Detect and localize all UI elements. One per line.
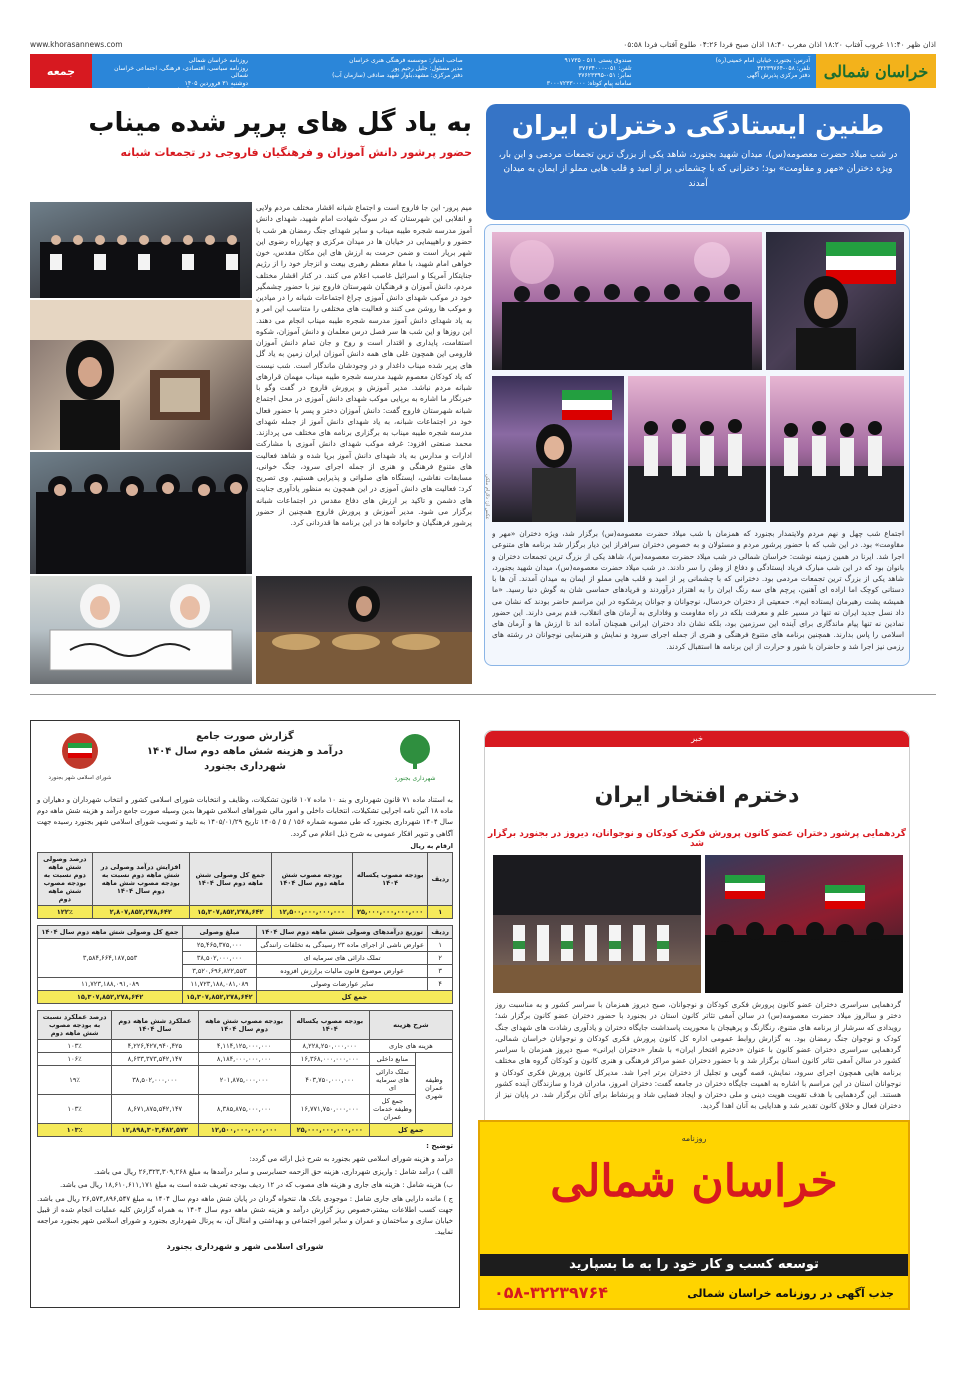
story1-photo-child: [492, 376, 624, 522]
note-2: ب) هزینه شامل : هزینه های جاری و هزینه های مصوب که در ۱۲ ردیف بودجه تعریف شده است به مبلغ ۱۸,۶۱۰,۶۱۱,۱۷۱ ریال می باشد.: [59, 1181, 453, 1190]
t3-h0: شرح هزینه: [369, 1010, 452, 1039]
t3-r4-c1: ۲۵,۰۰۰,۰۰۰,۰۰۰,۰۰۰: [290, 1123, 369, 1136]
story1-photo-girl-flag: [766, 232, 904, 370]
section-divider: [30, 694, 936, 695]
t1-c1: ۲۵,۰۰۰,۰۰۰,۰۰۰,۰۰۰: [352, 905, 428, 918]
t1-c0: ۱: [428, 905, 453, 918]
crowd-photo-icon: [492, 232, 762, 370]
t3-r1-c3: ۸,۶۳۳,۳۷۳,۵۴۲,۱۴۷: [112, 1052, 198, 1065]
story3-subtitle: گردهمایی پرشور دختران عضو کانون پرورش فکری کودکان و نوجوانان، دیروز در بجنورد برگزار شد: [488, 829, 906, 849]
story2-body: میم پرور- این جا فاروج است و اجتماع شبانه اقشار مختلف مردم ولایی و انقلابی این شهرستان که در سوگ شهادت امام شهید، شهدای دانش آموز مدرسه شجره طیبه میناب و سایر شهدای جنگ رمضان هر شب با حضور و راهپیمایی در خیابان ها در میدان مرکزی و چهارراه رضوی این شهر برپار است و ضمن حرمت به ارزش های این مکان مقدس، خون خواهی امام شهید، با مقام معظم رهبری بیعت و انزجار خود را از رژیم جنایتکار آمریکا و اسرائیل غاصب اعلام می کنند. در کنار اقشار مختلف مردم، دانش آموزان و فرهنگیان شهرستان فاروج نیز با حضور چشمگیر خود در موکب شهدای دانش آموزی چراغ اجتماعات شبانه را در میادین و موکب ها روشن می کنند و فعالیت های مختلفی را متناسب این امر و به یاد شهدای دانش آموز مدرسه شجره طیبه میناب انجام می دهند. این روزها و این شب ها سر فصل درس معلمان و دانش آموزان، شکوه استقامت، پایداری و اقتدار است و روح و جان تمام دانش آموزان فارومی این همچون غلی های همه دانش آموزان ایران زمین به یاد گل های پرپر شده میناب داغدار و در وجودشان ماندگار است. شب نیست که یاد کودکان معصوم شهید مدرسه شجره طیبه میناب مهمان قرارهای شبانه مردم نباشد. مدیر آموزش و پرورش فاروج در گفت وگو با خبرنگار ما اشاره به برپایی موکب شهدای دانش آموزی در محل اجتماع شبانه شهرستان فاروج گفت: دانش آموزان دختر و پسر با حضور فعال خود در اجتماعات شبانه، به یاد شهدای دانش آموز از جمله شهدای مدرسه شجره طیبه میناب به برگزاری برنامه های مختلف می پردازند. محمد صنعتی افزود: غرفه موکب شهدای دانش آموزی با مشارکت ادارات و مدارس به یاد شهدای دانش آموز برپا شده و شاهد فعالیت های متنوع فرهنگی و هنری از جمله اجرای سرود، جنگ خوانی، مسابقات نقاشی، ایستگاه های صلواتی و پذیرایی هستیم. وی تصریح کرد: فعالیت های دانش آموزی در این همچون به منظور یادآوری جنایت های دشمن و تاکید بر ارزش های دفاع مقدس در اجتماعات شبانه برگزار می شود. مدیر آموزش و پرورش فاروج همچنین از حضور پرشور فرهنگیان و خانواده ها در این برنامه ها قدردانی کرد.: [256, 203, 472, 527]
story1-photo-credit: عکس از: دلارام ملکی: [484, 474, 490, 520]
story1-body: اجتماع شب چهل و نهم مردم ولایتمدار بجنورد که همزمان با شب میلاد حضرت معصومه(س) برگزار شد، ویژه دختران «مهر و مقاومت» بود. در این شب که با حضور پرشور مردم و مسئولان و به خصوص دختران سرافراز این دیار برگزار شد برنامه های متنوعی اجرا شد. ایرنا در همین زمینه نوشت: خراسان شمالی در شب میلاد حضرت معصومه(س)، شاهد یکی از بزرگ ترین تجمعات دختران و بانوان بود که در این شب مبارک فریاد ایستادگی و دفاع از وطن را سر دادند. در شب میلاد حضرت معصومه(س)، میدان شهید بجنورد، شاهد یکی از بزرگ ترین تجمعات مردمی بود. دخترانی که با چشمانی پر از امید و قلب هایی مملو از ایمان به میدان آمدند. آن ها با دستانی کوچک اما اراده ای آهنین، پرچم های سه رنگ ایران را به اهتزاز درآوردند و فریادهای حماسی شان به گوش دنیا رسید. «ما همیشه پشت رهبرمان ایستاده ایم». حمعیتی از دختران خردسال، نوجوانان و جوانان پرشکوه در این مراسم حاضر بودند که نشان می داد نسل جدید ایران نه تنها در مسیر علم و معرفت بلکه در راه مقاومت و وفاداری به آرمان های انقلاب، قدم برمی دارند. این حضور نمادین نه تنها پیام ماندگاری برای آینده این سرزمین بود، بلکه نشان داد دختران ایرانی همچنان آماده اند تا ارزش ها و آرمان های اسلامی را پاس بدارند. همچنین برنامه های متنوع فرهنگی و هنری از جمله اجرای سرود و نمایش و هنرنمایی نوجوانان در رشته های رزمی نیز اجرا شد و حاضران با شور و حرارت از این برنامه ها استقبال کردند.: [492, 529, 904, 651]
t3-r2-c1: ۴۰۳,۷۵۰,۰۰۰,۰۰۰: [290, 1065, 369, 1094]
t3-r4-c4: ۱۰۳٪: [38, 1123, 112, 1136]
t3-h2: بودجه مصوب شش ماهه دوم سال ۱۴۰۴: [198, 1010, 290, 1039]
council-logo-text: شورای اسلامی شهر بجنورد: [48, 775, 112, 781]
t2-r3-c2: ۱۱,۷۲۳,۱۸۸,۰۸۱,۰۸۹: [183, 977, 257, 990]
t2-r3-c1: سایر عوارضات وصولی: [256, 977, 428, 990]
t1-h0: ردیف: [428, 852, 453, 905]
note-3: ج ) مانده دارایی های جاری شامل : موجودی بانک ها، تنخواه گردان در پایان شش ماهه دوم سال ۱۴۰۴ به مبلغ ۲۶,۵۷۴,۸۹۶,۵۴۷ ریال می باشد. جهت کسب اطلاعات بیشتر،خصوص ریز گزارش درآمد و هزینه شش ماهه دوم سال ۱۴۰۴ به همراه گزارش کلیه عملیات انجام شده از قبیل خیابان سازی و ساختمان و عمران و سایر امور اجتماعی و بهداشتی و امثال آن، به پرتال شهرداری بجنورد و شورای اسلامی شهر بجنورد مراجعه نمایید.: [37, 1194, 454, 1237]
news-tag: خبر: [485, 731, 909, 747]
table-row: [38, 1065, 453, 1094]
story2-photo-group: [30, 202, 252, 298]
prayer-times: اذان ظهر ۱۱:۴۰ غروب آفتاب ۱۸:۲۰ اذان مغرب ۱۸:۴۰ اذان صبح فردا ۰۴:۲۶ طلوع آفتاب فردا ۰۵:۵۸: [623, 40, 936, 49]
t2-h3: جمع کل وصولی شش ماهه دوم سال ۱۴۰۴: [38, 925, 183, 938]
story1-photo-martial-1: [628, 376, 766, 522]
story1-photo-stage: [492, 232, 762, 370]
food-stall-icon: [256, 576, 472, 684]
report-title-1: گزارش صورت جامع: [196, 731, 294, 742]
t2-merged-2: ۱۱,۷۲۳,۱۸۸,۰۹۱,۰۸۹: [38, 977, 183, 990]
t2-r1-c0: ۲: [428, 951, 453, 964]
report-title-2: درآمد و هزینه شش ماهه دوم سال ۱۴۰۴: [146, 746, 344, 757]
table-row: [38, 977, 453, 990]
note-0: درآمد و هزینه شورای اسلامی شهر بجنورد به شرح ذیل ارائه می گردد:: [249, 1154, 453, 1163]
story2-photo-women: [30, 452, 252, 574]
t2-r1-c2: ۳۸,۵۰۲,۰۰۰,۰۰۰: [183, 951, 257, 964]
t2-h1: توزیع درآمدهای وصولی شش ماهه دوم سال ۱۴۰۴: [256, 925, 428, 938]
t3-r4-c2: ۱۲,۵۰۰,۰۰۰,۰۰۰,۰۰۰: [198, 1123, 290, 1136]
ad-brand: خراسان شمالی: [550, 1156, 838, 1207]
table-row: [38, 1052, 453, 1065]
t3-r0-c0: هزینه های جاری: [369, 1039, 452, 1052]
report-intro: به استناد ماده ۷۱ قانون شهرداری و بند ۱۰ ماده ۱۰۷ قانون تشکیلات، وظایف و انتخابات شورای اسلامی کشور و انتخاب شهرداران و دهیاران و ماده ۱۸ آئین نامه اجرایی تشکیلات، انتخابات داخلی و امور مالی شوراهای اسلامی شهرها بدین وسیله صورت جامع درآمد و هزینه شش ماهه دوم سال ۱۴۰۴ شهرداری بجنورد که طی مصوبه شماره ۱۵۶ / ۵ / ۱۴۰۵ تاریخ ۱۴۰۵/۰۱/۲۹ به تایید و تصویب شورای اسلامی شهر بجنورد رسیده جهت آگاهی و تنویر افکار عمومی به شرح ذیل اعلام می گردد.: [37, 796, 454, 838]
girl-flag-icon: [766, 232, 904, 370]
t2-h2: مبلغ وصولی: [183, 925, 257, 938]
ad-slogan: توسعه کسب و کار خود را به ما بسپارید: [480, 1254, 908, 1276]
students-group-icon: [30, 202, 252, 298]
story3-photo-crowd: [705, 855, 903, 993]
t3-r1-c0: منابع داخلی: [369, 1052, 415, 1065]
t3-r1-c4: ۱۰۶٪: [38, 1052, 112, 1065]
t3-r2-c3: ۳۸,۵۰۲,۰۰۰,۰۰۰: [112, 1065, 198, 1094]
t3-r0-c3: ۴,۲۲۶,۴۲۷,۹۴۰,۴۲۵: [112, 1039, 198, 1052]
table-row: [38, 1039, 453, 1052]
masthead-info-3: صندوق پستی ۵۱۱ - ۹۱۷۳۵ تلفن: ۰۵۱-۳۷۶۳۴۰۰۰ نمابر: ۰۵۱-۳۷۶۲۳۳۹۵ سامانه پیام کوتاه: ۳۰۰۰۷۲۳۳۰۰۰۰ شهرخراسان: [546, 57, 632, 94]
t3-r0-c4: ۱۰۳٪: [38, 1039, 112, 1052]
t1-c4: ۲,۸۰۷,۸۵۲,۲۷۸,۶۴۲: [92, 905, 189, 918]
t3-r1-c2: ۸,۱۸۴,۰۰۰,۰۰۰,۰۰۰: [198, 1052, 290, 1065]
t3-r3-c3: ۸,۶۷۱,۸۷۵,۵۴۲,۱۴۷: [112, 1094, 198, 1123]
t2-r0-c0: ۱: [428, 938, 453, 951]
top-info-bar: [30, 40, 936, 54]
t3-r4-c0: جمع کل: [369, 1123, 452, 1136]
t3-r2-c2: ۲۰۱,۸۷۵,۰۰۰,۰۰۰: [198, 1065, 290, 1094]
women-group-icon: [30, 452, 252, 574]
newspaper-logo: [816, 54, 936, 88]
t3-r0-c1: ۸,۲۲۸,۲۵۰,۰۰۰,۰۰۰: [290, 1039, 369, 1052]
masthead-info: [92, 54, 816, 94]
t3-r3-c4: ۱۰۳٪: [38, 1094, 112, 1123]
kids-sign-icon: [30, 576, 252, 684]
notes-title: توضیح :: [426, 1141, 453, 1150]
day-badge: جمعه: [30, 54, 92, 88]
story2-photo-kids-sign: [30, 576, 252, 684]
income-summary-table: [37, 852, 453, 919]
t1-h4: افزایش درآمد وصولی در شش ماهه دوم نسبت به بودجه مصوب شش ماهه دوم سال ۱۴۰۴: [92, 852, 189, 905]
t2-r2-c1: عوارض موضوع قانون مالیات برارزش افزوده: [256, 964, 428, 977]
t2-r0-c2: ۲۵,۴۶۵,۳۷۵,۰۰۰: [183, 938, 257, 951]
newspaper-ad[interactable]: [478, 1120, 910, 1310]
note-1: الف ) درآمد شامل : واریزی شهرداری، هزینه حق الزحمه حسابرسی و سایر درآمدها به مبلغ ۲۶,۳۲۳,۳۰۹,۲۶۸ ریال می باشد.: [93, 1168, 453, 1177]
t1-h2: بودجه مصوب شش ماهه دوم سال ۱۴۰۴: [271, 852, 352, 905]
t1-h3: جمع کل وصولی شش ماهه دوم سال ۱۴۰۴: [189, 852, 271, 905]
report-header: [37, 727, 453, 789]
masthead-info-4: آدرس: بجنورد، خیابان امام خمینی(ره) تلفن: ۰۵۸-۳۲۲۳۹۷۶۴ دفتر مرکزی پذیرش آگهی: [715, 57, 810, 79]
t3-group: وظیفه عمران شهری: [416, 1052, 453, 1123]
story2-photo-stall: [256, 576, 472, 684]
story3-body: گردهمایی سراسری دختران عضو کانون پرورش فکری کودکان و نوجوانان، صبح دیروز همزمان با سراسر کشور و به مناسبت روز دختر و سالروز میلاد حضرت معصومه(س) در سالن آمفی تئاتر کانون استان در بجنورد با حضور دختران عضو کانون برگزار شد؛ رویدادی که سرشار از برنامه های متنوع، رنگارنگ و پرهیجان با محوریت پاسداشت جایگاه دختران و یادآوری رشادت های شهدای جنگ کودک و نوجوان جنگ رمضان بود. به گزارش روابط عمومی اداره کل کانون پرورش فکری کودکان و نوجوانان خراسان شمالی، گردهمایی سراسری دختران عضو کانون با عنوان «دخترم افتخار ایران» با شعار «دختران ایرانی» صبح دیروز همزمان با سراسر کشور در سالن آمفی تئاتر کانون استان برگزار شد و با حضور دختران عضو مراکز فرهنگی و هنری کانون و کودکان گروه های مختلف برنامه هایی همچون اجرای سرود، نمایش، قصه گویی و تجلیل از دختران برتر اجرا شد. مدیرکل کانون پرورش فکری کودکان و نوجوانان استان در این مراسم با اشاره به اهمیت جایگاه دختران در جامعه گفت: دختران امروز، مادران فردا و سازندگان آینده کشور هستند. این گردهمایی با هدف تقویت هویت دینی و ملی دختران و ایجاد فضایی شاد و پرنشاط برای آنان برگزار شد. در پایان نیز از دختران فعال و خلاق کانون تقدیر شد و هدایایی به آنان اهدا گردید.: [495, 1000, 901, 1111]
story2-subtitle: حضور پرشور دانش آموزان و فرهنگیان فاروجی در تجمعات شبانه: [120, 146, 472, 159]
tree-logo-icon: [395, 731, 435, 771]
income-distribution-table: [37, 925, 453, 1004]
booth-icon: [30, 300, 252, 450]
t2-h0: ردیف: [428, 925, 453, 938]
t3-r0-c2: ۴,۱۱۴,۱۲۵,۰۰۰,۰۰۰: [198, 1039, 290, 1052]
table-row: [38, 1123, 453, 1136]
t1-h1: بودجه مصوب یکساله ۱۴۰۴: [352, 852, 428, 905]
t3-r3-c1: ۱۶,۷۷۱,۷۵۰,۰۰۰,۰۰۰: [290, 1094, 369, 1123]
t1-c3: ۱۵,۳۰۷,۸۵۲,۲۷۸,۶۴۲: [189, 905, 271, 918]
performers-icon-2: [770, 376, 904, 522]
t1-h5: درصد وصولی شش ماهه دوم نسبت به بودجه مصوب شش ماهه دوم: [38, 852, 93, 905]
story2-photo-booth: [30, 300, 252, 450]
t2-r0-c1: عوارض ناشی از اجرای ماده ۲۳ رسیدگی به تخلفات رانندگی: [256, 938, 428, 951]
t3-r2-c4: ۱۹٪: [38, 1065, 112, 1094]
story1-lead: در شب میلاد حضرت معصومه(س)، میدان شهید بجنورد، شاهد یکی از بزرگ ترین تجمعات مردمی و این بار، ویژه دختران «مهر و مقاومت» بود؛ دخترانی که با چشمانی پر از امید و قلب هایی مملو از ایمان به میدان آمدند: [498, 149, 898, 189]
ad-small-label: روزنامه: [681, 1134, 707, 1143]
t3-h3: عملکرد شش ماهه دوم سال ۱۴۰۴: [112, 1010, 198, 1039]
t2-merged: ۳,۵۸۴,۶۶۴,۱۸۷,۵۵۳: [38, 938, 183, 977]
table-row: [38, 1094, 453, 1123]
t3-h1: بودجه مصوب یکساله ۱۴۰۴: [290, 1010, 369, 1039]
t3-r3-c0: جمع کل وظیفه خدمات عمران: [369, 1094, 415, 1123]
child-flag-icon: [492, 376, 624, 522]
t3-r1-c1: ۱۶,۳۶۸,۰۰۰,۰۰۰,۰۰۰: [290, 1052, 369, 1065]
story1-photo-martial-2: [770, 376, 904, 522]
t3-r3-c2: ۸,۳۸۵,۸۷۵,۰۰۰,۰۰۰: [198, 1094, 290, 1123]
ad-cta: جذب آگهی در روزنامه خراسان شمالی: [687, 1287, 894, 1300]
council-logo: [45, 731, 115, 785]
table-row: [38, 990, 453, 1003]
t2-r2-c0: ۳: [428, 964, 453, 977]
story3-photo-stage: [493, 855, 701, 993]
t2-total-label: جمع کل: [256, 990, 452, 1003]
t2-r1-c1: تملک دارائی های سرمایه ای: [256, 951, 428, 964]
t2-total-2: ۱۵,۳۰۷,۸۵۲,۲۷۸,۶۴۲: [38, 990, 183, 1003]
masthead-info-2: صاحب امتیاز: موسسه فرهنگی هنری خراسان مدیر مسئول: جلیل رحیم پور دفتر مرکزی: مشهد،بلوار شهید صادقی (سازمان آب): [332, 57, 463, 79]
t1-c5: ۱۲۲٪: [38, 905, 93, 918]
ad-phone[interactable]: ۰۵۸-۳۲۲۳۹۷۶۴: [494, 1283, 609, 1302]
report-notes: [37, 1141, 453, 1239]
t2-total: ۱۵,۳۰۷,۸۵۲,۲۷۸,۶۴۲: [183, 990, 257, 1003]
report-title-3: شهرداری بجنورد: [204, 761, 286, 772]
story1-title: طنین ایستادگی دختران ایران: [511, 111, 885, 141]
table-row: [38, 938, 453, 951]
masthead-info-1: روزنامه خراسان شمالی روزنامه سیاسی، اقتصادی، فرهنگی، اجتماعی خراسان شمالی دوشنبه ۳۱ فروردین ۱۴۰۵ ۳ ذی القعده ۱۴۴۷ - ۲۰ آوریل ۲۰۲۶ شماره ۳۲۹۸: [114, 57, 249, 94]
flags-crowd-icon: [705, 855, 903, 993]
expense-table: [37, 1010, 453, 1137]
municipality-logo: [385, 731, 445, 785]
story2-title: به یاد گل های پرپر شده میناب: [88, 108, 472, 138]
t2-r3-c0: ۴: [428, 977, 453, 990]
report-unit: ارقام به ریال: [410, 841, 453, 850]
report-footer: شورای اسلامی شهر و شهرداری بجنورد: [166, 1242, 324, 1252]
t3-r4-c3: ۱۲,۸۹۸,۳۰۳,۴۸۲,۵۷۲: [112, 1123, 198, 1136]
t2-r2-c2: ۳,۵۲۰,۶۹۶,۸۲۲,۵۵۳: [183, 964, 257, 977]
website-url[interactable]: www.khorasannews.com: [30, 40, 123, 49]
masthead: [30, 54, 936, 94]
t3-h4: درصد عملکرد نسبت به بودجه مصوب شش ماهه دوم: [38, 1010, 112, 1039]
performers-icon: [628, 376, 766, 522]
flag-emblem-icon: [58, 731, 102, 771]
story2-header: [32, 108, 472, 159]
story1-header: [486, 104, 910, 220]
story3-title: دخترم افتخار ایران: [594, 783, 800, 808]
stage-performance-icon: [493, 855, 701, 993]
municipality-logo-text: شهرداری بجنورد: [394, 775, 436, 782]
report-title: [127, 729, 363, 774]
financial-report: [30, 720, 460, 1308]
t1-c2: ۱۲,۵۰۰,۰۰۰,۰۰۰,۰۰۰: [271, 905, 352, 918]
t3-r2-c0: تملک دارائی های سرمایه ای: [369, 1065, 415, 1094]
table-row: [38, 905, 453, 918]
logo-text: خراسان شمالی: [823, 61, 929, 81]
